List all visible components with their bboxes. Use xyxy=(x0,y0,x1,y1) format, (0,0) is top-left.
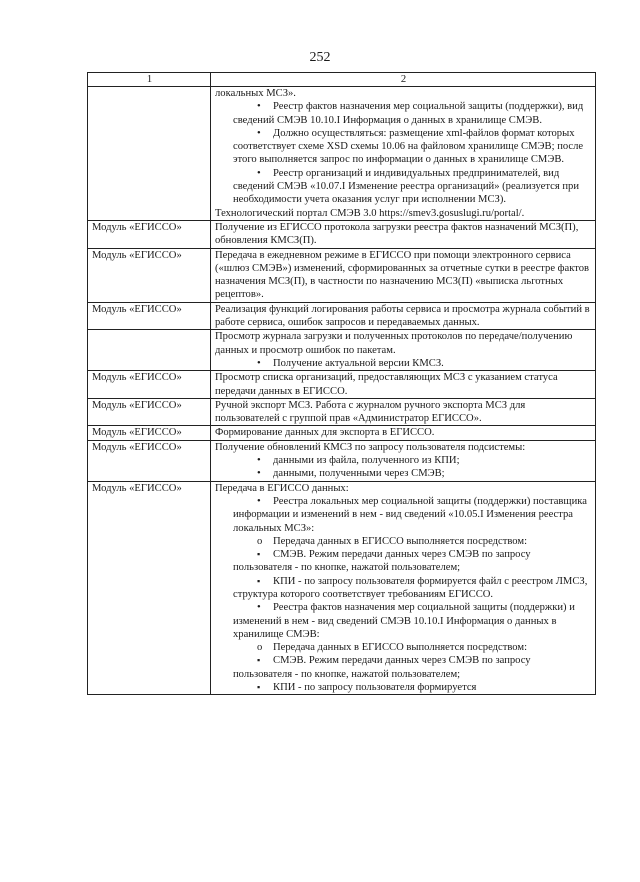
table-row xyxy=(88,371,596,399)
description-cell xyxy=(211,248,596,302)
paragraph: локальных МСЗ». xyxy=(215,88,296,99)
table-row xyxy=(88,330,596,371)
bullet-item: • Получение актуальной версии КМСЗ. xyxy=(215,357,592,370)
description-cell xyxy=(211,426,596,440)
bullet-item: • Реестр организаций и индивидуальных предпринимателей, вид сведений СМЭВ «10.07.I Изменение реестра организаций» (реализуется при необходимости учета оказания услуг при исполнении МСЗ). xyxy=(215,167,592,207)
description-cell xyxy=(211,481,596,695)
paragraph: Получение обновлений КМСЗ по запросу пользователя подсистемы: xyxy=(215,441,526,453)
description-cell xyxy=(211,330,596,371)
description-cell xyxy=(211,371,596,399)
paragraph: Передача в ежедневном режиме в ЕГИССО при помощи электронного сервиса («шлюз СМЭВ») изменений, сформированных за отчетные сутки в реестре фактов назначения МСЗ(П), в частности по назначению МСЗ(П) «выписка льготных рецептов». xyxy=(215,249,590,301)
description-cell xyxy=(211,440,596,481)
module-cell: Модуль «ЕГИССО» xyxy=(88,371,211,399)
table-row xyxy=(88,426,596,440)
bullet-item: • Реестр фактов назначения мер социальной защиты (поддержки), вид сведений СМЭВ 10.10.I Информация о данных в хранилище СМЭВ. xyxy=(215,100,592,127)
module-cell: Модуль «ЕГИССО» xyxy=(88,440,211,481)
paragraph: Технологический портал СМЭВ 3.0 https://smev3.gosuslugi.ru/portal/. xyxy=(215,207,525,219)
description-cell xyxy=(211,87,596,221)
table-body xyxy=(88,87,596,695)
table-row xyxy=(88,398,596,426)
paragraph: Реализация функций логирования работы сервиса и просмотра журнала событий в работе сервиса, ошибок запросов и передаваемых данных. xyxy=(215,303,590,329)
table-row xyxy=(88,440,596,481)
sub-item: o Передача данных в ЕГИССО выполняется посредством: xyxy=(215,535,592,548)
requirements-table xyxy=(87,72,596,695)
sub-sub-item: ▪ СМЭВ. Режим передачи данных через СМЭВ по запросу пользователя - по кнопке, нажатой пользователем; xyxy=(215,548,592,575)
sub-item: o Передача данных в ЕГИССО выполняется посредством: xyxy=(215,641,592,654)
module-cell: Модуль «ЕГИССО» xyxy=(88,426,211,440)
module-cell xyxy=(88,330,211,371)
table-header-row xyxy=(88,73,596,87)
sub-sub-item: ▪ КПИ - по запросу пользователя формируется файл с реестром ЛМСЗ, структура которого соответствует требованиям ЕГИССО. xyxy=(215,575,592,602)
table-row xyxy=(88,220,596,248)
description-cell xyxy=(211,220,596,248)
paragraph: Ручной экспорт МСЗ. Работа с журналом ручного экспорта МСЗ для пользователей с группой прав «Администратор ЕГИССО». xyxy=(215,399,526,425)
paragraph: Просмотр списка организаций, предоставляющих МСЗ с указанием статуса передачи данных в ЕГИССО. xyxy=(215,372,558,397)
module-cell xyxy=(88,87,211,221)
bullet-item: • Реестра фактов назначения мер социальной защиты (поддержки) и изменений в нем - вид сведений СМЭВ 10.10.I Информация о данных в хранилище СМЭВ: xyxy=(215,601,592,641)
description-cell xyxy=(211,398,596,426)
module-cell: Модуль «ЕГИССО» xyxy=(88,248,211,302)
module-cell: Модуль «ЕГИССО» xyxy=(88,481,211,695)
table-row xyxy=(88,87,596,221)
module-cell: Модуль «ЕГИССО» xyxy=(88,302,211,330)
paragraph: Получение из ЕГИССО протокола загрузки реестра фактов назначений МСЗ(П), обновления КМСЗ(П). xyxy=(215,221,579,247)
column-header-2: 2 xyxy=(211,73,596,87)
sub-sub-item: ▪ КПИ - по запросу пользователя формируется xyxy=(215,681,592,694)
paragraph: Формирование данных для экспорта в ЕГИССО. xyxy=(215,427,435,439)
bullet-item: • Должно осуществляться: размещение xml-файлов формат которых соответствует схеме XSD схемы 10.06 на файловом хранилище СМЭВ; после этого выполняется запрос по информации о данных в хранилище СМЭВ. xyxy=(215,127,592,167)
page-number: 252 xyxy=(309,50,331,65)
description-cell xyxy=(211,302,596,330)
column-header-1: 1 xyxy=(88,73,211,87)
table-row xyxy=(88,481,596,695)
module-cell: Модуль «ЕГИССО» xyxy=(88,220,211,248)
table-row xyxy=(88,302,596,330)
paragraph: Передача в ЕГИССО данных: xyxy=(215,482,349,494)
bullet-item: • Реестра локальных мер социальной защиты (поддержки) поставщика информации и изменений в нем - вид сведений «10.05.I Изменения реестра локальных МСЗ»: xyxy=(215,495,592,535)
sub-sub-item: ▪ СМЭВ. Режим передачи данных через СМЭВ по запросу пользователя - по кнопке, нажатой пользователем; xyxy=(215,654,592,681)
paragraph: Просмотр журнала загрузки и полученных протоколов по передаче/получению данных и просмотр ошибок по пакетам. xyxy=(215,331,573,356)
module-cell: Модуль «ЕГИССО» xyxy=(88,398,211,426)
table-row xyxy=(88,248,596,302)
bullet-item: • данными, полученными через СМЭВ; xyxy=(215,467,592,480)
bullet-item: • данными из файла, полученного из КПИ; xyxy=(215,454,592,467)
